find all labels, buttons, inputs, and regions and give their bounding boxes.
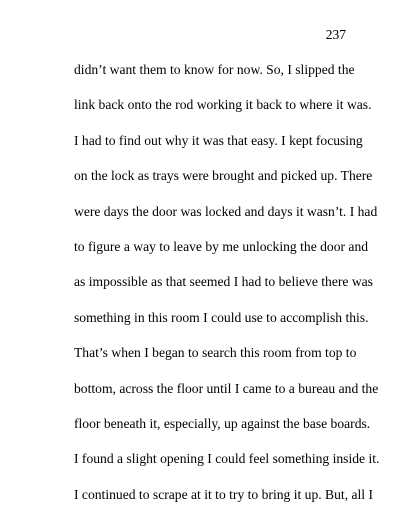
text-line: didn’t want them to know for now. So, I slipped the: [74, 62, 355, 77]
text-line: I continued to scrape at it to try to bring it up. But, all I: [74, 486, 374, 502]
text-line: link back onto the rod working it back to where it was.: [74, 97, 372, 113]
text-line: floor beneath it, especially, up against the base boards.: [74, 415, 371, 431]
body-text: [74, 62, 380, 522]
text-line: on the lock as trays were brought and picked up. There: [74, 168, 373, 184]
text-line: as impossible as that seemed I had to believe there was: [74, 274, 373, 290]
text-line: something in this room I could use to accomplish this.: [74, 309, 369, 325]
text-line: to figure a way to leave by me unlocking the door and: [74, 238, 369, 254]
text-line: were days the door was locked and days it wasn’t. I had: [74, 203, 378, 219]
text-line: I found a slight opening I could feel something inside it.: [74, 451, 380, 467]
text-line: bottom, across the floor until I came to a bureau and the: [74, 380, 379, 396]
page-number: 237: [325, 27, 346, 42]
text-line: That’s when I began to search this room from top to: [74, 345, 357, 361]
text-line: I had to find out why it was that easy. I kept focusing: [74, 132, 363, 148]
